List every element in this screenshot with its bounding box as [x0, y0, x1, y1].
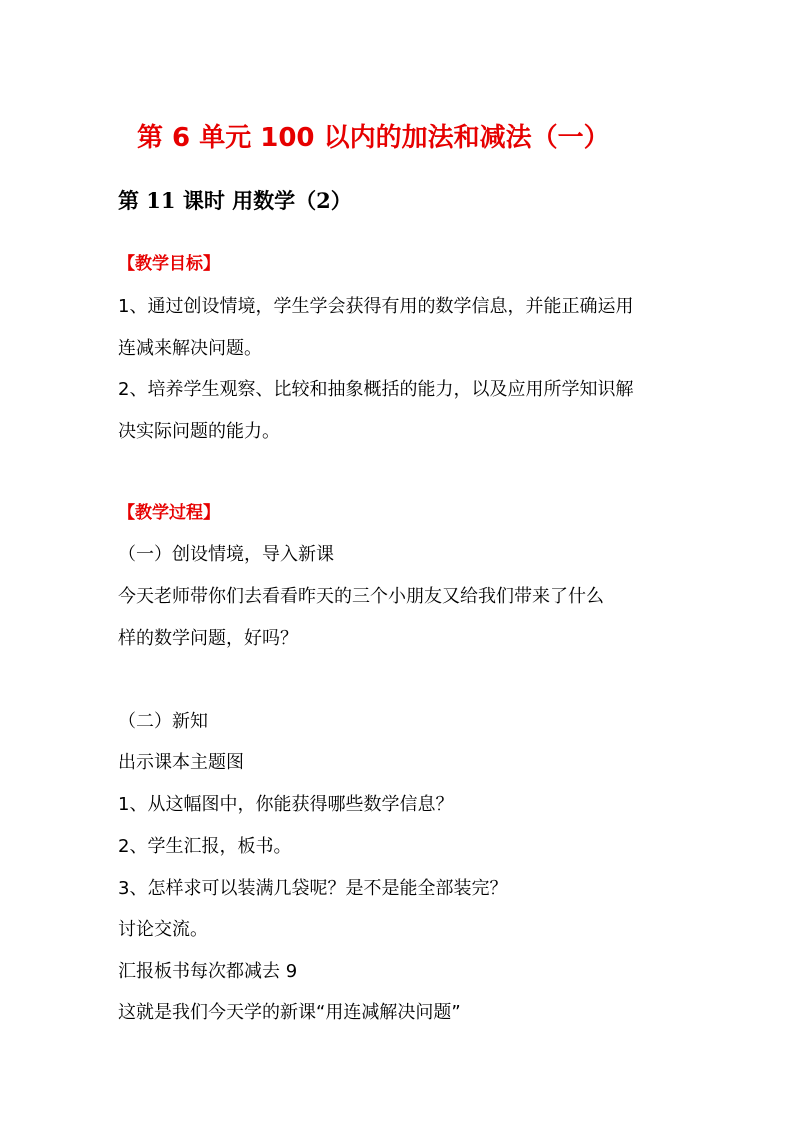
part2-line-4: 3、怎样求可以装满几袋呢？是不是能全部装完？ — [118, 878, 508, 899]
goal-line-3: 2、培养学生观察、比较和抽象概括的能力，以及应用所学知识解 — [118, 379, 634, 400]
part1-title: （一）创设情境，导入新课 — [118, 544, 334, 565]
section-heading-process: 【教学过程】 — [118, 503, 220, 523]
part2-line-3: 2、学生汇报，板书。 — [118, 836, 292, 857]
part2-line-2: 1、从这幅图中，你能获得哪些数学信息？ — [118, 794, 454, 815]
lesson-subtitle: 第 11 课时 用数学（2） — [118, 188, 352, 213]
part2-line-1: 出示课本主题图 — [118, 752, 244, 773]
page-title: 第 6 单元 100 以内的加法和减法（一） — [137, 123, 610, 153]
part2-title: （二）新知 — [118, 711, 208, 732]
part2-line-6: 汇报板书每次都减去 9 — [118, 961, 298, 982]
goal-line-1: 1、通过创设情境，学生学会获得有用的数学信息，并能正确运用 — [118, 296, 634, 317]
part2-line-5: 讨论交流。 — [118, 919, 208, 940]
goal-line-2: 连减来解决问题。 — [118, 338, 262, 359]
part2-line-7: 这就是我们今天学的新课“用连减解决问题” — [118, 1002, 461, 1023]
section-heading-goals: 【教学目标】 — [118, 254, 220, 274]
part1-line-2: 样的数学问题，好吗？ — [118, 628, 298, 649]
part1-line-1: 今天老师带你们去看看昨天的三个小朋友又给我们带来了什么 — [118, 586, 604, 607]
goal-line-4: 决实际问题的能力。 — [118, 421, 280, 442]
